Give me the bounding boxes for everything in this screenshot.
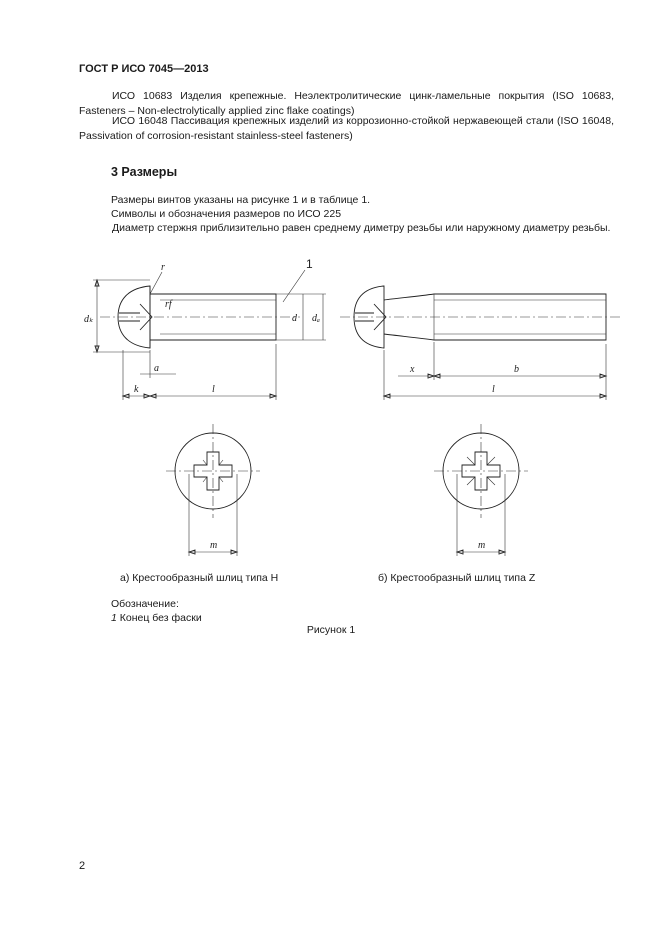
section-paragraph: Символы и обозначения размеров по ИСО 225 [111, 208, 342, 220]
section-title: 3 Размеры [111, 165, 178, 179]
page-number: 2 [79, 860, 86, 872]
caption-type-z: б) Крестообразный шлиц типа Z [378, 572, 536, 584]
document-header: ГОСТ Р ИСО 7045—2013 [79, 63, 209, 75]
head-view-type-h [166, 424, 260, 556]
label-rf: rf [165, 299, 172, 310]
label-l2: l [492, 384, 495, 395]
reference-iso-16048: ИСО 16048 Пассивация крепежных изделий из коррозионно-стойкой нержавеющей стали (ISO 16048, Passivation of corrosion-resistant stainless-steel fasteners) [79, 115, 614, 142]
section-paragraph: Диаметр стержня приблизительно равен среднему диметру резьбы или наружному диаметру резьбы. [112, 222, 611, 234]
legend-item-number: 1 [111, 612, 117, 624]
label-x: x [410, 364, 415, 375]
label-m-z: m [478, 540, 486, 551]
label-dk: dₖ [84, 314, 94, 325]
left-screw-side-view [84, 257, 326, 400]
label-k: k [134, 384, 139, 395]
legend-title: Обозначение: [111, 598, 179, 610]
reference-iso-10683: ИСО 10683 Изделия крепежные. Неэлектролитические цинк-ламельные покрытия (ISO 10683, Fasteners – Non-electrolytically applied zinc flake coatings) [79, 90, 614, 117]
label-d: d [292, 313, 297, 324]
section-paragraph: Размеры винтов указаны на рисунке 1 и в таблице 1. [111, 194, 371, 206]
legend-item-text: Конец без фаски [119, 612, 202, 624]
right-screw-side-view [340, 286, 620, 400]
label-b: b [514, 364, 519, 375]
head-view-type-z [434, 424, 528, 556]
callout-1: 1 [306, 257, 313, 271]
label-l: l [212, 384, 215, 395]
label-da: dₐ [312, 313, 320, 324]
label-a: a [154, 363, 159, 374]
caption-type-h: а) Крестообразный шлиц типа H [120, 572, 279, 584]
figure-title: Рисунок 1 [306, 624, 356, 636]
legend-item [111, 612, 202, 624]
label-m-h: m [210, 540, 218, 551]
label-r: r [161, 262, 165, 273]
